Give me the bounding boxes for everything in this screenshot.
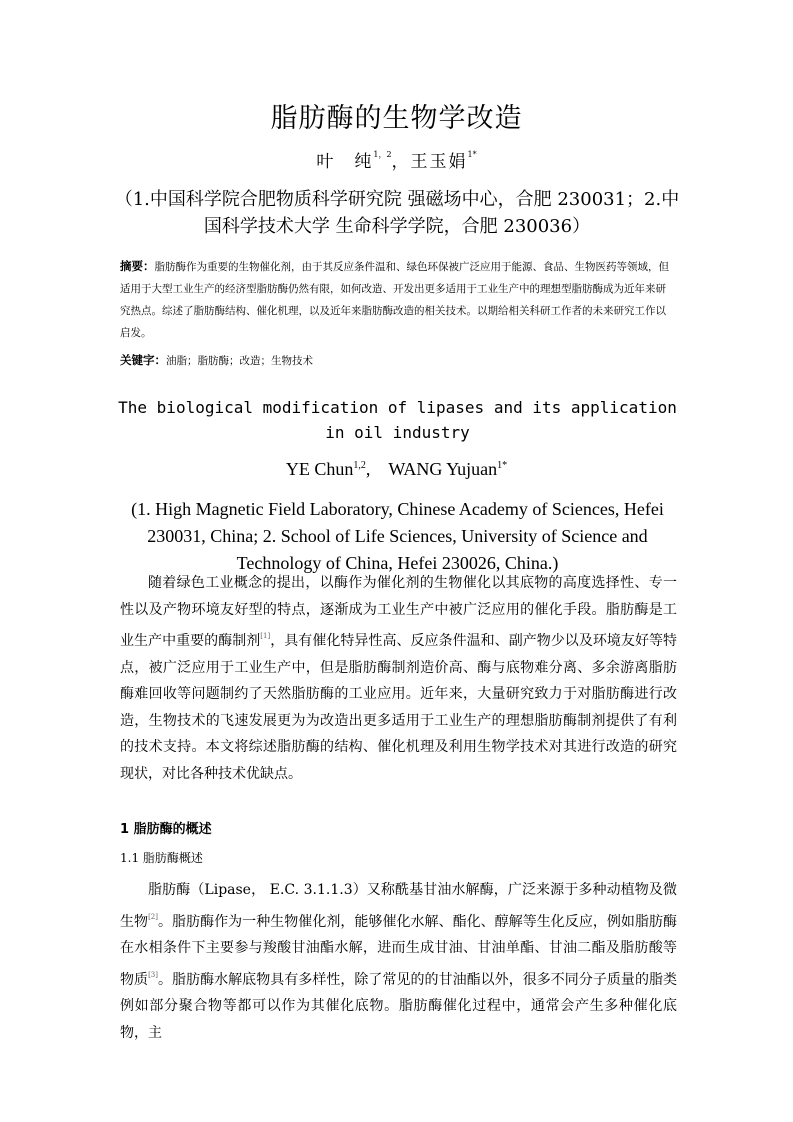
english-title: The biological modification of lipases and its application in oil industry bbox=[118, 398, 677, 442]
affiliation-cn: （1.中国科学院合肥物质科学研究院 强磁场中心，合肥 230031；2.中国科学技术大学 生命科学学院，合肥 230036） bbox=[114, 189, 680, 237]
author-affil-sup: 1* bbox=[467, 150, 477, 159]
body-paragraph bbox=[120, 877, 677, 1046]
abstract bbox=[120, 255, 675, 344]
author-name: 叶 纯 bbox=[316, 152, 374, 172]
paper-title: 脂肪酶的生物学改造 bbox=[270, 103, 523, 134]
body-text: ，具有催化特异性高、反应条件温和、副产物少以及环境友好等特点，被广泛应用于工业生产中，但是脂肪酶制剂造价高、酶与底物难分离、多余游离脂肪酶难回收等问题制约了天然脂肪酶的工业应用。近年来，大量研究致力于对脂肪酶进行改造，生物技术的飞速发展更为为改造出更多适用于工业生产的理想脂肪酶制剂提供了有利的技术支持。本文将综述脂肪酶的结构、催化机理及利用生物学技术对其进行改造的研究现状，对比各种技术优缺点。 bbox=[120, 633, 678, 782]
body-text: 。脂肪酶水解底物具有多样性，除了常见的的甘油酯以外，很多不同分子质量的脂类例如部分聚合物等都可以作为其催化底物。脂肪酶催化过程中，通常会产生多种催化底物，主 bbox=[120, 971, 678, 1041]
author-name: WANG Yujuan bbox=[388, 459, 498, 479]
author-separator: , bbox=[365, 459, 389, 479]
author-name: 王玉娟 bbox=[410, 152, 468, 172]
author-affil-sup: 1，2 bbox=[373, 150, 392, 159]
author-line bbox=[0, 147, 793, 172]
keywords bbox=[120, 352, 675, 369]
citation-ref[interactable]: [2] bbox=[148, 912, 158, 921]
body-text: 脂肪酶（Lipase， E.C. 3.1.1.3）又称酰基甘油水解酶，广泛来源于多种动植物及微生物 bbox=[120, 882, 677, 930]
citation-ref[interactable]: [1] bbox=[260, 632, 271, 640]
section-heading: 1 脂肪酶的概述 bbox=[120, 822, 212, 837]
author-name: YE Chun bbox=[285, 459, 354, 479]
abstract-label: 摘要： bbox=[120, 259, 155, 273]
author-affil-sup: 1* bbox=[497, 460, 508, 471]
author-separator: ， bbox=[391, 152, 411, 172]
author-affil-sup: 1,2 bbox=[353, 460, 366, 471]
english-author-line bbox=[0, 455, 793, 481]
body-text: 。脂肪酶作为一种生物催化剂，能够催化水解、酯化、醇解等生化反应，例如脂肪酶在水相条件下主要参与羧酸甘油酯水解，进而生成甘油、甘油单酯、甘油二酯及脂肪酸等物质 bbox=[120, 913, 678, 988]
intro-paragraph bbox=[120, 570, 677, 787]
keywords-label: 关键字： bbox=[120, 353, 166, 367]
abstract-text: 脂肪酶作为重要的生物催化剂，由于其反应条件温和、绿色环保被广泛应用于能源、食品、生物医药等领域，但适用于大型工业生产的经济型脂肪酶仍然有限，如何改造、开发出更多适用于工业生产中的理想型脂肪酶成为近年来研究热点。综述了脂肪酶结构、催化机理，以及近年来脂肪酶改造的相关技术。以期给相关科研工作者的未来研究工作以启发。 bbox=[120, 261, 669, 339]
english-affiliation: (1. High Magnetic Field Laboratory, Chinese Academy of Sciences, Hefei 230031, China; 2. School of Life Sciences, University of Science and Technology of China, Hefei 230026, China.) bbox=[131, 499, 664, 573]
keywords-text: 油脂；脂肪酶；改造；生物技术 bbox=[166, 355, 313, 367]
citation-ref[interactable]: [3] bbox=[148, 970, 158, 979]
body-text: 随着绿色工业概念的提出，以酶作为催化剂的生物催化以其底物的高度选择性、专一性以及产物环境友好型的特点，逐渐成为工业生产中被广泛应用的催化手段。脂肪酶是工业生产中重要的酶制剂 bbox=[120, 575, 677, 649]
subsection-heading: 1.1 脂肪酶概述 bbox=[120, 851, 203, 865]
